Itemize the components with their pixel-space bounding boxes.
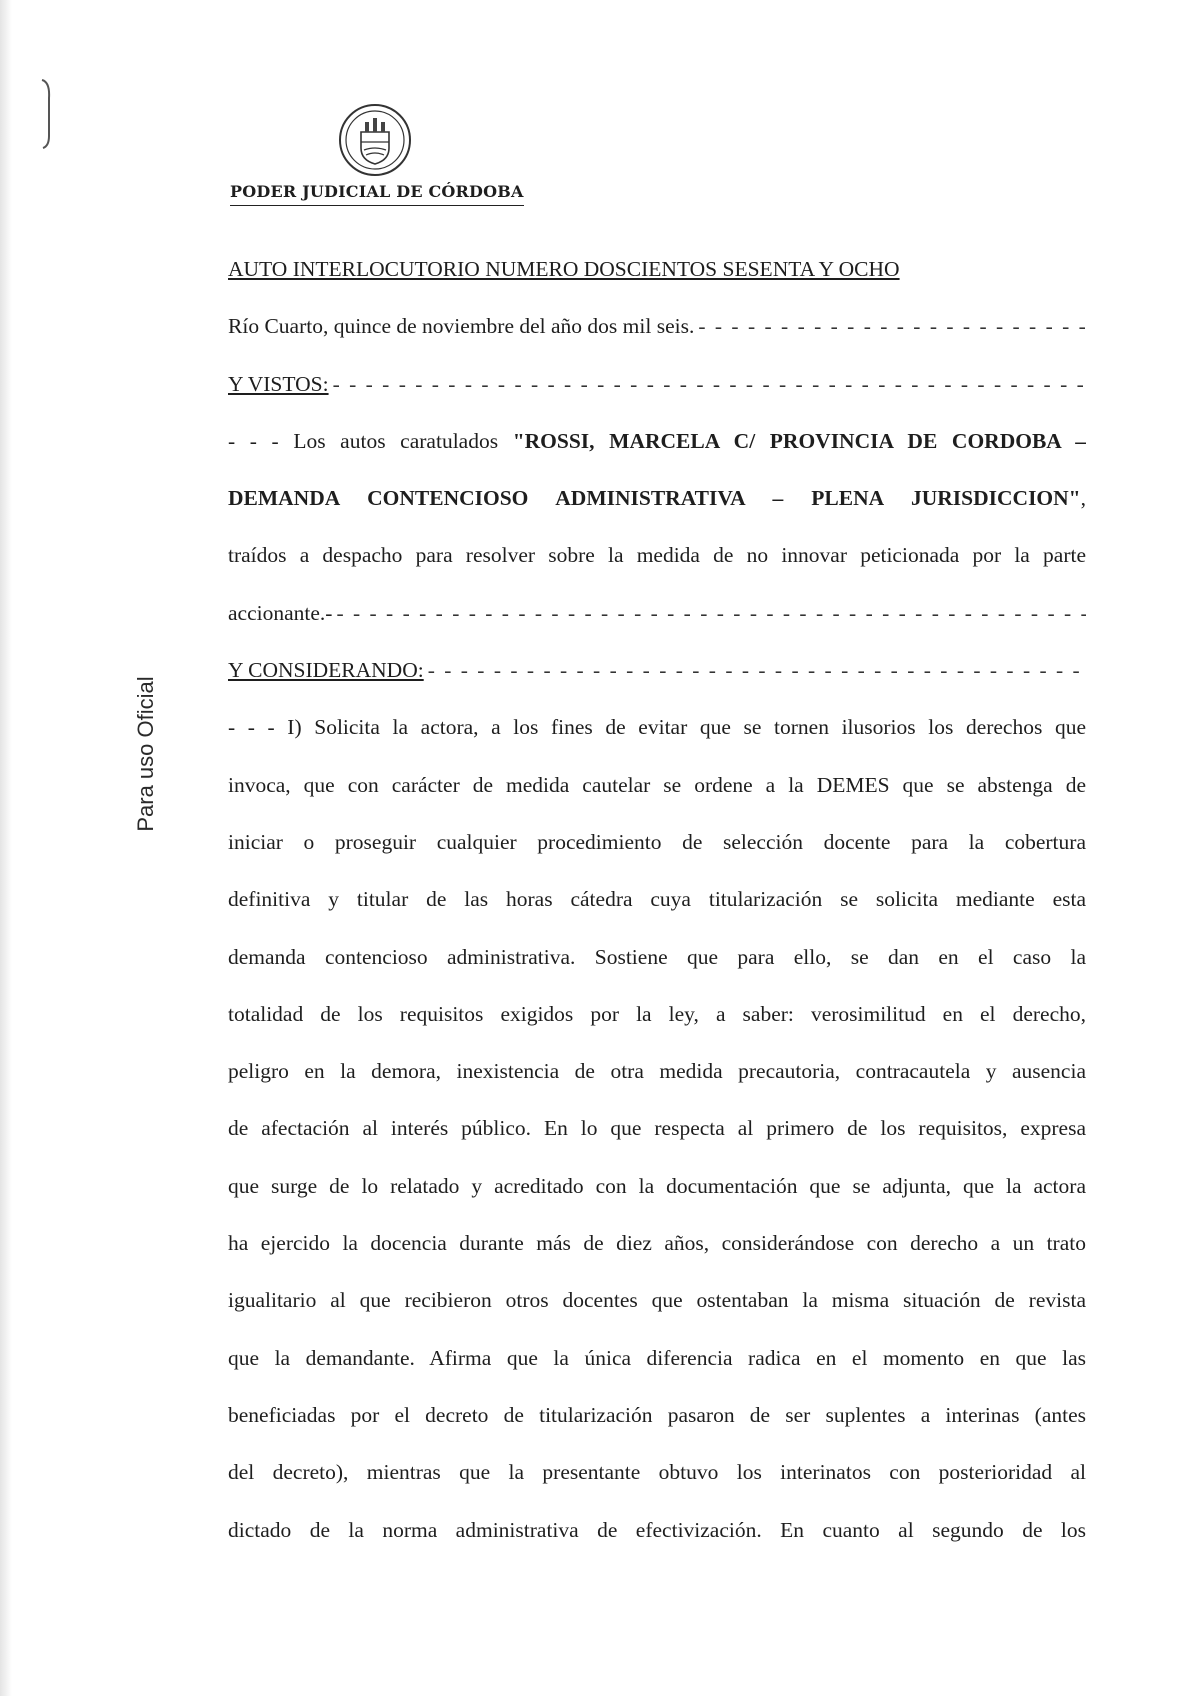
body-line <box>228 936 1086 993</box>
vistos-line-2 <box>228 477 1086 534</box>
date-text: Río Cuarto, quince de noviembre del año dos mil seis. <box>228 314 695 339</box>
body-line <box>228 1165 1086 1222</box>
dash-filler <box>694 305 1086 347</box>
paragraph-line: traídos a despacho para resolver sobre la medida de no innovar peticionada por la parte <box>228 543 1086 568</box>
vistos-line-4 <box>228 592 1086 649</box>
body-line <box>228 1050 1086 1107</box>
paragraph-line: demanda contencioso administrativa. Sostiene que para ello, se dan en el caso la <box>228 944 1086 969</box>
paragraph-line: invoca, que con carácter de medida cautelar se ordene a la DEMES que se abstenga de <box>228 772 1086 797</box>
paragraph-line: - - - I) Solicita la actora, a los fines de evitar que se tornen ilusorios los derechos que <box>228 715 1086 740</box>
document-body <box>228 248 1086 1566</box>
paragraph-line: definitiva y titular de las horas cátedra cuya titularización se solicita mediante esta <box>228 887 1086 912</box>
body-line <box>228 706 1086 763</box>
considerando-line <box>228 649 1086 706</box>
body-line <box>228 1509 1086 1566</box>
considerando-heading: Y CONSIDERANDO: <box>228 658 424 683</box>
paragraph-line: totalidad de los requisitos exigidos por la ley, a saber: verosimilitud en el derecho, <box>228 1001 1086 1026</box>
body-line <box>228 1337 1086 1394</box>
document-header <box>230 102 524 206</box>
vistos-line <box>228 363 1086 420</box>
staple-mark-icon <box>40 78 54 150</box>
official-use-stamp: Para uso Oficial <box>133 676 158 832</box>
vistos-line-1 <box>228 420 1086 477</box>
vistos-heading: Y VISTOS: <box>228 371 329 396</box>
document-title: AUTO INTERLOCUTORIO NUMERO DOSCIENTOS SESENTA Y OCHO <box>228 257 900 281</box>
vistos-line-3 <box>228 534 1086 591</box>
paragraph-line: beneficiadas por el decreto de titularización pasaron de ser suplentes a interinas (antes <box>228 1402 1086 1427</box>
paragraph-line: igualitario al que recibieron otros docentes que ostentaban la misma situación de revista <box>228 1288 1086 1313</box>
paragraph-line: ha ejercido la docencia durante más de diez años, considerándose con derecho a un trato <box>228 1231 1086 1256</box>
paragraph-line: peligro en la demora, inexistencia de otra medida precautoria, contracautela y ausencia <box>228 1059 1086 1084</box>
paragraph-line: que surge de lo relatado y acreditado con la documentación que se adjunta, que la actora <box>228 1173 1086 1198</box>
paragraph-line <box>228 477 1086 519</box>
body-line <box>228 878 1086 935</box>
dash-filler <box>424 649 1086 691</box>
body-line <box>228 993 1086 1050</box>
page-edge-shadow <box>0 0 12 1696</box>
paragraph-line: de afectación al interés público. En lo que respecta al primero de los requisitos, expresa <box>228 1116 1086 1141</box>
paragraph-line: dictado de la norma administrativa de efectivización. En cuanto al segundo de los <box>228 1517 1086 1542</box>
body-line <box>228 821 1086 878</box>
considerando-paragraph <box>228 706 1086 1565</box>
body-line <box>228 1107 1086 1164</box>
body-line <box>228 764 1086 821</box>
paragraph-line: iniciar o proseguir cualquier procedimiento de selección docente para la cobertura <box>228 829 1086 854</box>
dash-filler <box>329 363 1086 405</box>
body-line <box>228 1279 1086 1336</box>
dash-filler <box>332 592 1086 634</box>
date-line <box>228 305 1086 362</box>
title-line <box>228 248 1086 305</box>
coat-of-arms-seal-icon <box>337 102 413 178</box>
body-line <box>228 1222 1086 1279</box>
paragraph-line: accionante.- <box>228 600 333 625</box>
text-run: - - - Los autos caratulados <box>228 428 513 453</box>
institution-name: PODER JUDICIAL DE CÓRDOBA <box>230 182 524 206</box>
case-caption-part-2: DEMANDA CONTENCIOSO ADMINISTRATIVA – PLENA JURISDICCION" <box>228 486 1081 511</box>
paragraph-line: que la demandante. Afirma que la única diferencia radica en el momento en que las <box>228 1345 1086 1370</box>
body-line <box>228 1394 1086 1451</box>
case-caption-part-1: "ROSSI, MARCELA C/ PROVINCIA DE CORDOBA – <box>512 428 1086 453</box>
paragraph-line <box>228 420 1086 462</box>
paragraph-line: del decreto), mientras que la presentante obtuvo los interinatos con posterioridad al <box>228 1460 1086 1485</box>
body-line <box>228 1451 1086 1508</box>
text-run: , <box>1080 486 1086 511</box>
